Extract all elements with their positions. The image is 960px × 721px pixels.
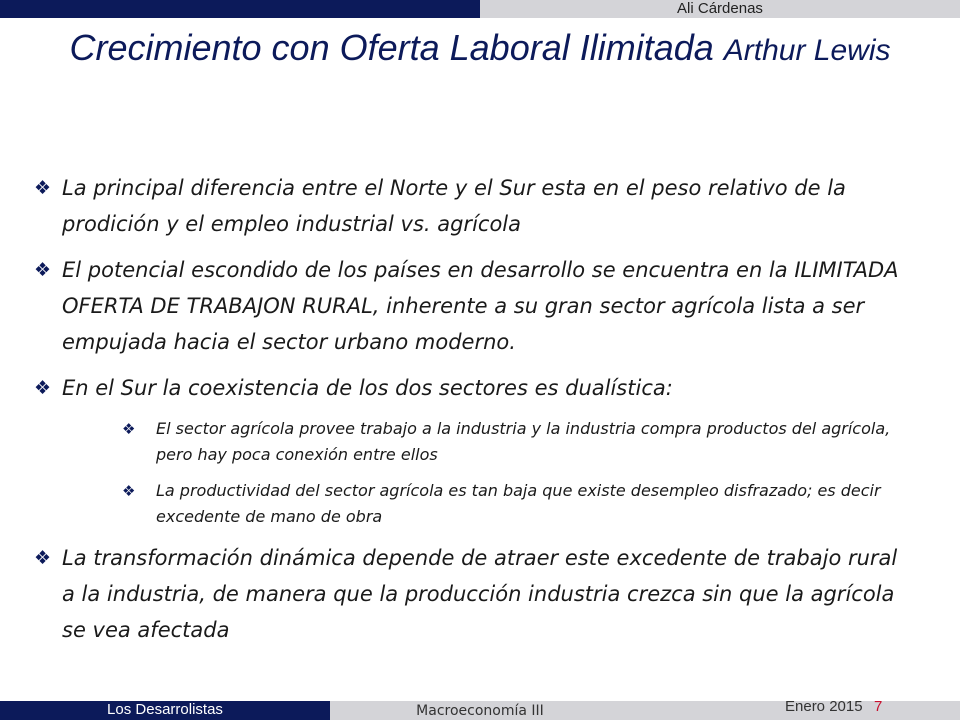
bullet-item — [34, 370, 914, 406]
footer-date: Enero 2015 — [785, 698, 863, 715]
four-diamond-bullet-icon: ❖ — [34, 377, 52, 399]
slide-title-sub: Arthur Lewis — [723, 34, 891, 67]
bullet-text: El potencial escondido de los países en desarrollo se encuentra en la ILIMITADA OFERTA DE TRABAJON RURAL, inherente a su gran sector agrícola lista a ser empujada hacia el sector urbano moderno. — [62, 258, 899, 354]
four-diamond-bullet-icon: ❖ — [34, 259, 52, 281]
footer-course-name: Macroeconomía III — [416, 703, 544, 719]
sub-bullet-text: La productividad del sector agrícola es tan baja que existe desempleo disfrazado; es decir excedente de mano de obra — [156, 481, 881, 526]
four-diamond-bullet-icon: ❖ — [122, 482, 136, 500]
bullet-item — [34, 252, 914, 360]
slide-title — [0, 26, 960, 78]
footer-section-label: Los Desarrolistas — [107, 701, 223, 718]
four-diamond-bullet-icon: ❖ — [34, 177, 52, 199]
bullet-item — [34, 540, 914, 648]
bullet-item — [34, 170, 914, 242]
bullet-text: La transformación dinámica depende de atraer este excedente de trabajo rural a la industria, de manera que la producción industria crezca sin que la agrícola se vea afectada — [62, 546, 898, 642]
slide-body — [34, 170, 914, 658]
four-diamond-bullet-icon: ❖ — [122, 420, 136, 438]
sub-bullet-text: El sector agrícola provee trabajo a la industria y la industria compra productos del agrícola, pero hay poca conexión entre ellos — [156, 419, 891, 464]
bullet-text: La principal diferencia entre el Norte y el Sur esta en el peso relativo de la prodición y el empleo industrial vs. agrícola — [62, 176, 846, 236]
header-bar-dark — [0, 0, 480, 18]
slide-title-main: Crecimiento con Oferta Laboral Ilimitada — [69, 27, 714, 68]
author-name: Ali Cárdenas — [677, 0, 763, 17]
slide-number: 7 — [874, 698, 883, 715]
bullet-text: En el Sur la coexistencia de los dos sectores es dualística: — [62, 376, 673, 400]
sub-bullet-item — [122, 416, 914, 468]
four-diamond-bullet-icon: ❖ — [34, 547, 52, 569]
sub-bullet-item — [122, 478, 914, 530]
